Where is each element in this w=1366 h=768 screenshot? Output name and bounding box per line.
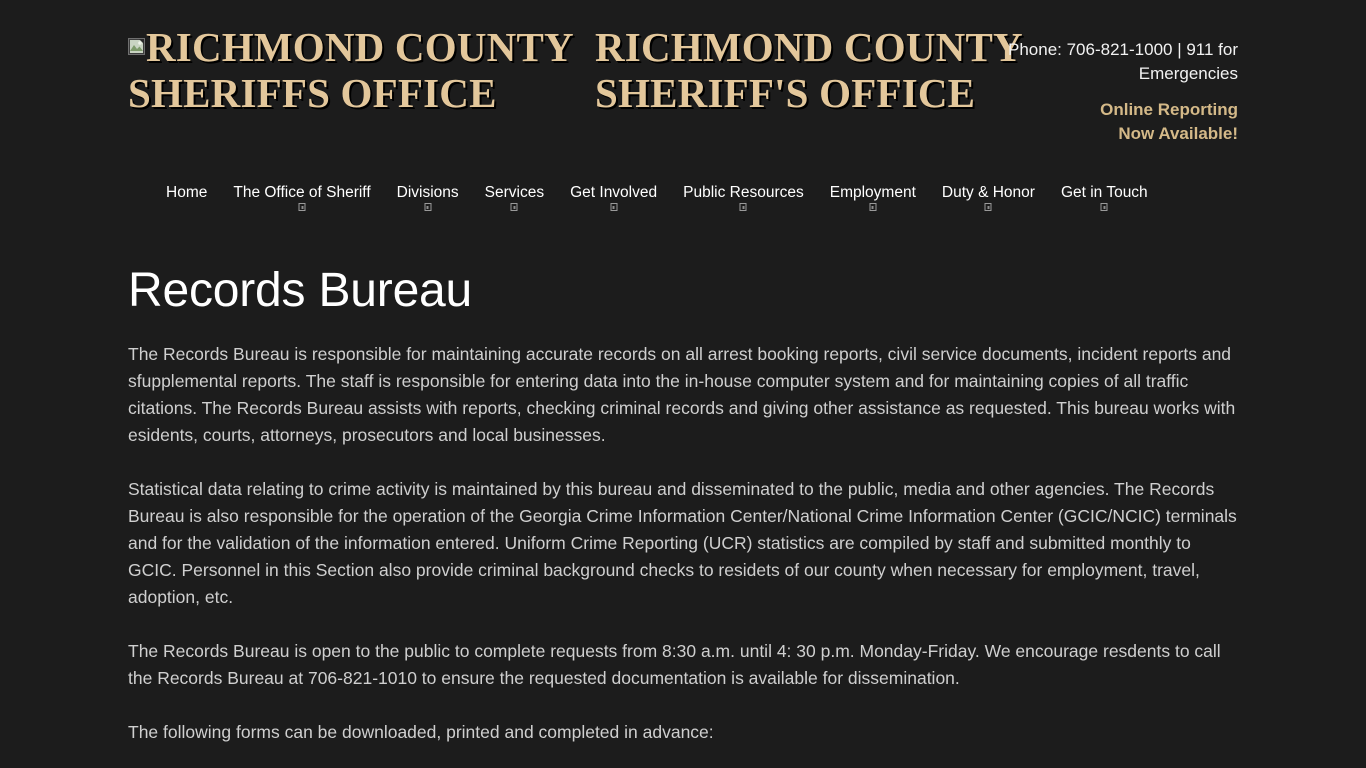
- chevron-down-icon: [1101, 203, 1108, 211]
- body-paragraph: The Records Bureau is responsible for maintaining accurate records on all arrest booking reports, civil service documents, incident reports and sfupplemental reports. The staff is responsible for entering data into the in-house computer system and for maintaining copies of all traffic citations. The Records Bureau assists with reports, checking criminal records and giving other assistance as requested. This bureau works with esidents, courts, attorneys, prosecutors and local businesses.: [128, 344, 1236, 445]
- site-header: [128, 18, 1238, 168]
- nav-item-label: Employment: [829, 184, 916, 201]
- chevron-down-icon: [424, 203, 431, 211]
- body-paragraph: Statistical data relating to crime activity is maintained by this bureau and disseminated to the public, media and other agencies. The Records Bureau is also responsible for the operation of the Georgia Crime Information Center/National Crime Information Center (GCIC/NCIC) terminals and for the validation of the information entered. Uniform Crime Reporting (UCR) statistics are compiled by staff and submitted monthly to GCIC. Personnel in this Section also provide criminal background checks to residets of our county when necessary for employment, travel, adoption, etc.: [128, 479, 1237, 607]
- phone-line: Phone: 706-821-1000 | 911 for Emergencies: [1008, 40, 1238, 83]
- chevron-down-icon: [610, 203, 617, 211]
- nav-item-label: The Office of Sheriff: [233, 184, 371, 201]
- nav-item-label: Get Involved: [570, 184, 658, 201]
- broken-image-icon: [128, 18, 145, 35]
- main-navigation: [128, 181, 1238, 215]
- body-paragraph: The following forms can be downloaded, printed and completed in advance:: [128, 722, 714, 742]
- nav-item-get-involved[interactable]: [557, 181, 670, 205]
- nav-item-home[interactable]: [128, 181, 220, 205]
- chevron-down-icon: [299, 203, 306, 211]
- body-paragraph: The Records Bureau is open to the public to complete requests from 8:30 a.m. until 4: 30 p.m. Monday-Friday. We encourage resdents to call the Records Bureau at 706-821-1010 to ensure the requested documentation is available for dissemination.: [128, 641, 1221, 688]
- article-body: [128, 341, 1240, 746]
- chevron-down-icon: [985, 203, 992, 211]
- nav-item-the-office-of-sheriff[interactable]: [220, 181, 383, 205]
- nav-item-label: Public Resources: [683, 184, 804, 201]
- chevron-down-icon: [740, 203, 747, 211]
- nav-item-label: Services: [484, 184, 545, 201]
- nav-item-label: Duty & Honor: [941, 184, 1035, 201]
- online-reporting-line-2: Now Available!: [1118, 124, 1238, 143]
- header-contact-block: [908, 38, 1238, 146]
- chevron-down-icon: [511, 203, 518, 211]
- online-reporting-line-1: Online Reporting: [1100, 100, 1238, 119]
- nav-item-label: Get in Touch: [1060, 184, 1148, 201]
- nav-item-employment[interactable]: [817, 181, 929, 205]
- nav-item-services[interactable]: [472, 181, 557, 205]
- nav-item-public-resources[interactable]: [670, 181, 817, 205]
- logo-broken-image[interactable]: [128, 24, 578, 116]
- nav-item-divisions[interactable]: [384, 181, 472, 205]
- nav-item-label: Divisions: [396, 184, 459, 201]
- chevron-down-icon: [869, 203, 876, 211]
- logo-alt-text: RICHMOND COUNTY SHERIFFS OFFICE: [128, 24, 573, 116]
- nav-item-label: Home: [166, 184, 208, 201]
- page-title: Records Bureau: [128, 264, 473, 317]
- nav-item-get-in-touch[interactable]: [1048, 181, 1161, 205]
- nav-item-duty-honor[interactable]: [929, 181, 1048, 205]
- online-reporting-link[interactable]: [908, 98, 1238, 146]
- site-title: RICHMOND COUNTY SHERIFF'S OFFICE: [595, 24, 1022, 116]
- main-content: [128, 262, 1240, 746]
